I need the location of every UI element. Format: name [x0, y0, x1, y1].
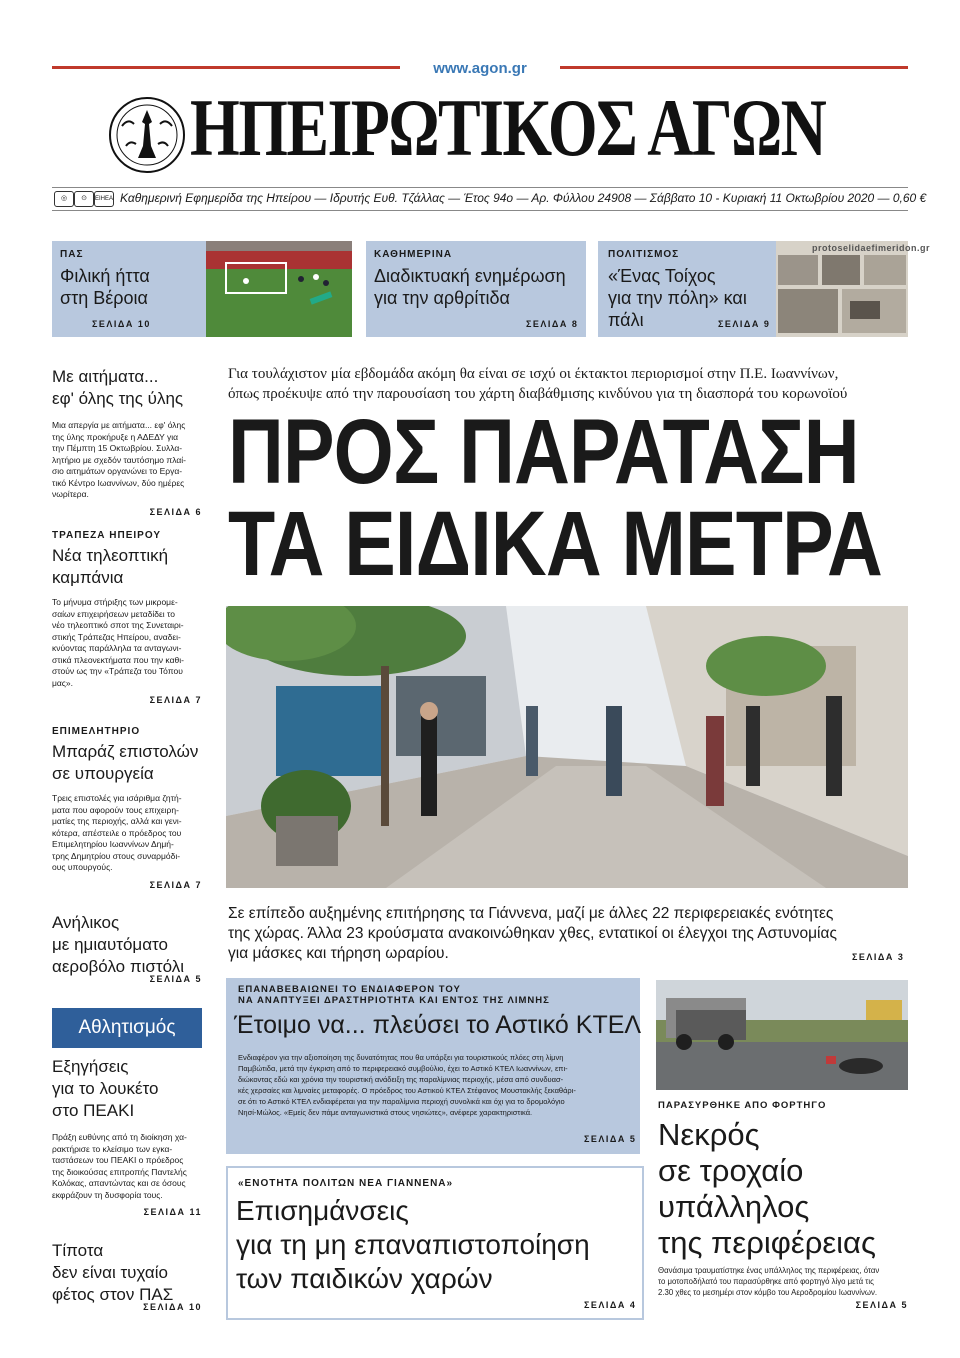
side-story-epimelitirio[interactable] — [52, 726, 202, 890]
story-body: Θανάσιμα τραυματίστηκε ένας υπάλληλος της περιφέρειας, όταν το μοτοποδήλατό του παρασύρθηκε από φορτηγό λίγο μετά τις 2.30 χθες το μεσημέρι στον κόμβο του Αεροδρομίου Ιωαννίνων. — [658, 1266, 880, 1297]
side-story-head: Τίποτα δεν είναι τυχαίο φέτος στον ΠΑΣ — [52, 1241, 174, 1304]
side-story-head: Νέα τηλεοπτική καμπάνια — [52, 546, 169, 587]
story-title: Επισημάνσεις για τη μη επαναπιστοποίηση των παιδικών χαρών — [236, 1195, 590, 1294]
story-page: ΣΕΛΙΔΑ 4 — [584, 1300, 637, 1310]
teaser-page: ΣΕΛΙΔΑ 9 — [718, 319, 771, 329]
lead-headline[interactable]: ΠΡΟΣ ΠΑΡΑΤΑΣΗ ΤΑ ΕΙΔΙΚΑ ΜΕΤΡΑ — [228, 401, 883, 595]
side-story-page: ΣΕΛΙΔΑ 6 — [149, 506, 202, 517]
side-story-page: ΣΕΛΙΔΑ 10 — [143, 1302, 202, 1312]
story-kicker: «ΕΝΟΤΗΤΑ ΠΟΛΙΤΩΝ ΝΕΑ ΓΙΑΝΝΕΝΑ» — [238, 1178, 454, 1189]
story-title: Νεκρός σε τροχαίο υπάλληλος της περιφέρειας — [658, 1117, 876, 1260]
info-bar-text: Καθημερινή Εφημερίδα της Ηπείρου — Ιδρυτής Ευθ. Τζάλλας — Έτος 94ο — Αρ. Φύλλου 24908 — Σάββατο 10 - Κυριακή 11 Οκτωβρίου 2020 — 0,60 € — [120, 191, 927, 205]
side-story-body: Τρεις επιστολές για ισάριθμα ζητή- ματα που αφορούν τους επιχειρη- ματίες της περιοχής, αλλά και γενι- κότερα, απέστειλε ο πρόεδρος του Επιμελητηρίου Ιωαννίνων Δημή- τρης Δημητρίου στους συναρμόδι- ους υπουργούς. — [52, 793, 182, 872]
story-nea-giannena[interactable] — [226, 1166, 644, 1320]
lead-caption: Σε επίπεδο αυξημένης επιτήρησης τα Γιάννενα, μαζί με άλλες 22 περιφερειακές ενότητες της χώρας. Άλλα 23 κρούσματα ανακοινώθηκαν χθες, εντατικοί οι έλεγχοι της Αστυνομίας για μάσκες και τήρηση ωραρίου. — [228, 905, 837, 962]
story-accident[interactable] — [658, 1100, 908, 1310]
teaser-page: ΣΕΛΙΔΑ 8 — [526, 319, 579, 329]
side-story-page: ΣΕΛΙΔΑ 7 — [149, 695, 202, 705]
teaser-kicker: ΚΑΘΗΜΕΡΙΝΑ — [374, 249, 453, 260]
lead-street-photo — [226, 606, 908, 888]
side-story-body: Πράξη ευθύνης από τη διοίκηση χα- ρακτήρισε το κλείσιμο των εγκα- ταστάσεων του ΠΕΑΚΙ ο πρόεδρος της διοικούσας επιτροπής Παντελής Κολόκας, απαντώντας και σε όσους εκφράζουν τη δυσφορία τους. — [52, 1132, 187, 1200]
side-story-trapeza[interactable] — [52, 530, 202, 705]
teaser-page: ΣΕΛΙΔΑ 10 — [92, 319, 151, 329]
side-story-kicker: ΤΡΑΠΕΖΑ ΗΠΕΙΡΟΥ — [52, 530, 161, 541]
story-kicker: ΕΠΑΝΑΒΕΒΑΙΩΝΕΙ ΤΟ ΕΝΔΙΑΦΕΡΟΝ ΤΟΥ ΝΑ ΑΝΑΠΤΥΞΕΙ ΔΡΑΣΤΗΡΙΟΤΗΤΑ ΚΑΙ ΕΝΤΟΣ ΤΗΣ ΛΙΜΝΗΣ — [238, 984, 550, 1006]
watermark-text: protoselidaefimeridon.gr — [812, 243, 931, 253]
teaser-politismos[interactable] — [598, 241, 908, 337]
side-story-head: Με αιτήματα... εφ' όλης της ύλης — [52, 367, 184, 408]
story-page: ΣΕΛΙΔΑ 5 — [855, 1300, 908, 1310]
archive-photo-collage — [776, 241, 908, 337]
teaser-pas[interactable] — [52, 241, 352, 337]
newspaper-seal-icon — [108, 96, 186, 174]
teaser-kicker: ΠΑΣ — [60, 249, 84, 260]
sports-section-label[interactable]: Αθλητισμός — [52, 1008, 202, 1048]
side-story-kicker: ΕΠΙΜΕΛΗΤΗΡΙΟ — [52, 726, 141, 737]
lead-subhead: Για τουλάχιστον μία εβδομάδα ακόμη θα είναι σε ισχύ οι έκτακτοι περιορισμοί στην Π.Ε. Ιωαννίνων, όπως προέκυψε από την παρουσίαση του χάρτη διαβάθμισης κινδύνου για τη διασπορά του κορωνοϊού — [228, 366, 848, 402]
masthead-title[interactable]: ΗΠΕΙΡΩΤΙΚΟΣ ΑΓΩΝ — [190, 82, 826, 173]
side-story-head: Μπαράζ επιστολών σε υπουργεία — [52, 742, 199, 783]
side-story-page: ΣΕΛΙΔΑ 7 — [149, 879, 202, 890]
teaser-title: Φιλική ήττα στη Βέροια — [60, 266, 150, 308]
site-url[interactable]: www.agon.gr — [433, 60, 527, 77]
side-story-anilikos[interactable] — [52, 912, 202, 984]
teaser-title: Διαδικτυακή ενημέρωση για την αρθρίτιδα — [374, 266, 566, 308]
side-story-pas[interactable] — [52, 1240, 202, 1312]
side-story-page: ΣΕΛΙΔΑ 11 — [143, 1207, 202, 1217]
story-page: ΣΕΛΙΔΑ 5 — [584, 1134, 637, 1144]
story-kicker: ΠΑΡΑΣΥΡΘΗΚΕ ΑΠΟ ΦΟΡΤΗΓΟ — [658, 1100, 827, 1111]
story-ktel[interactable] — [226, 978, 640, 1154]
eihea-logo-icon: ◎ — [54, 191, 74, 207]
teaser-kicker: ΠΟΛΙΤΙΣΜΟΣ — [608, 249, 680, 260]
side-story-body: Το μήνυμα στήριξης των μικρομε- σαίων επιχειρήσεων μεταδίδει το νέο τηλεοπτικό σποτ της Συνεταιρι- στικής Τράπεζας Ηπείρου, αναδει- κνύοντας παράλληλα τα ανταγωνι- στικά πλεονεκτήματα που την καθι- στούν ως την «Τράπεζα του Τόπου μας». — [52, 597, 184, 688]
teaser-kathimerina[interactable] — [366, 241, 586, 337]
side-story-body: Μια απεργία με αιτήματα... εφ' όλης της ύλης προκήρυξε η ΑΔΕΔΥ για την Πέμπτη 15 Οκτωβρίου. Συλλα- λητήριο με σχεδόν ταυτόσημο πλαί- σιο αιτημάτων οργανώνει το Εργα- τικό Κέντρο Ιωαννίνων, δύο ημέρες νωρίτερα. — [52, 420, 186, 499]
football-photo — [206, 241, 352, 337]
side-story-page: ΣΕΛΙΔΑ 5 — [149, 974, 202, 984]
ellet-logo-icon: ΕΙΗΕΑ — [94, 191, 114, 207]
accident-photo — [656, 980, 908, 1090]
side-story-head: Εξηγήσεις για το λουκέτο στο ΠΕΑΚΙ — [52, 1057, 159, 1120]
story-body: Ενδιαφέρον για την αξιοποίηση της δυνατότητας που θα υπάρξει για τουριστικούς πλόες στη λίμνη Παμβώτιδα, μετά την έγκριση από το περιφερειακό συμβούλιο, έχει το Αστικό ΚΤΕΛ Ιωαννίνων, επι- διώκοντας εδώ και χρόνια την τουριστική ανάδειξη της παραλίμνιας περιοχής, μέσα από συνδυασ- κές χερσαίες και λιμναίες μεταφορές. Ο πρόεδρος του Αστικού ΚΤΕΛ Στέφανος Μουστακλής ξεκαθάρι- σε ότι το Αστικό ΚΤΕΛ ενδιαφέρεται για την παραλίμνια περιοχή συνολικά και όχι για το δρομολόγιο Νησί-Μώλος. «Εμείς δεν πάμε ανταγωνιστικά στους νησιώτες», ανέφερε χαρακτηριστικά. — [238, 1053, 576, 1117]
lead-page: ΣΕΛΙΔΑ 3 — [852, 952, 905, 962]
circle-logo-icon: ⊙ — [74, 191, 94, 207]
side-story-peaki[interactable] — [52, 1056, 202, 1217]
side-story-head: Ανήλικος με ημιαυτόματο αεροβόλο πιστόλι — [52, 913, 184, 976]
teaser-title: «Ένας Τοίχος για την πόλη» και πάλι — [608, 266, 747, 330]
story-title: Έτοιμο να... πλεύσει το Αστικό ΚΤΕΛ — [234, 1011, 642, 1039]
side-story-adedy[interactable] — [52, 366, 202, 517]
